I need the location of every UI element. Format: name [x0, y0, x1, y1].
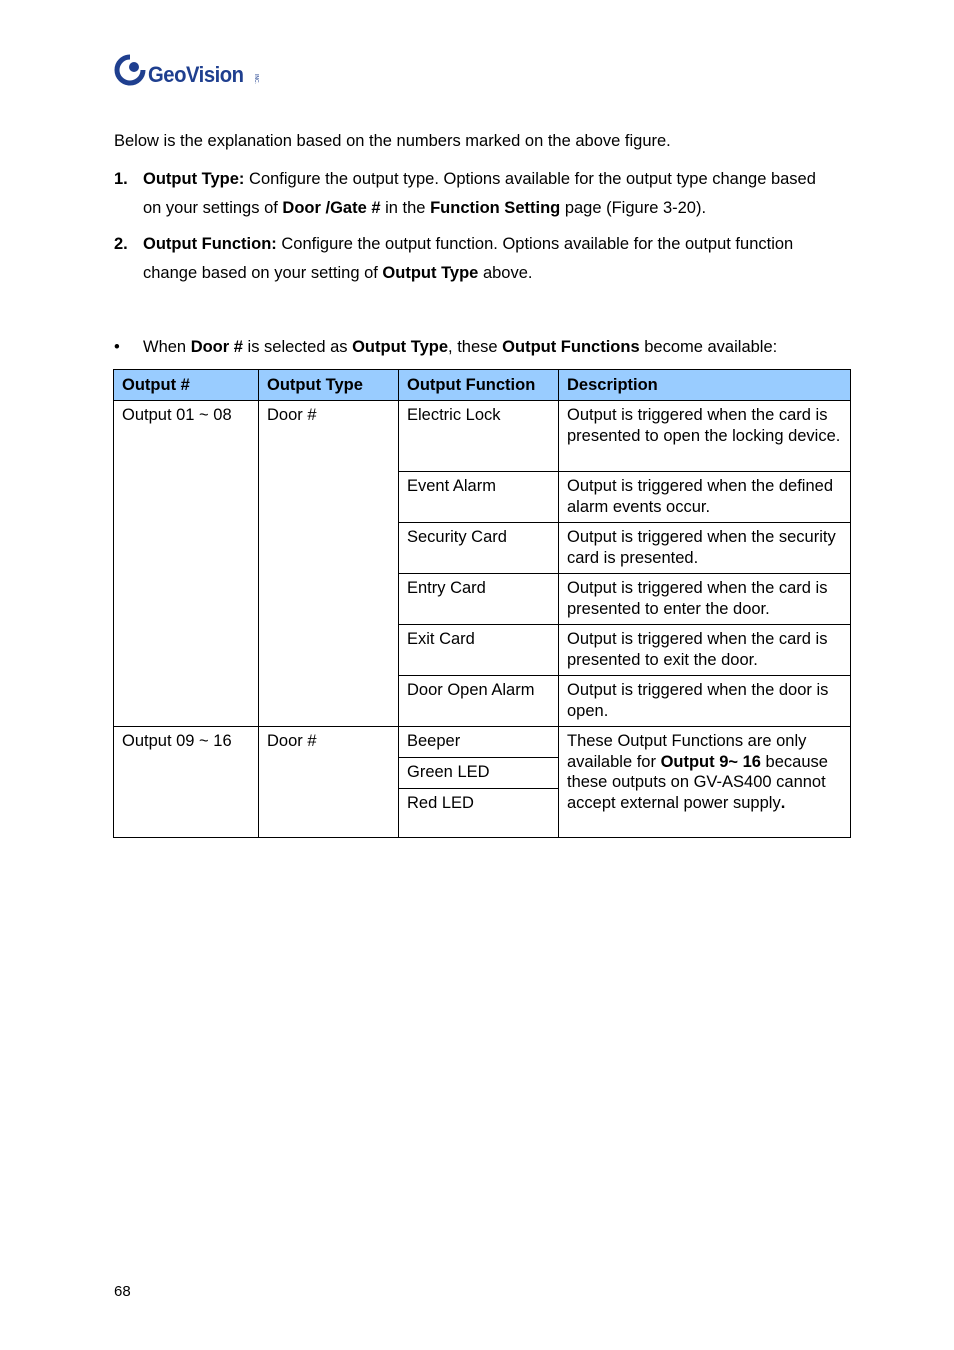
bullet-text-part: become available: — [639, 338, 778, 356]
cell-description: Output is triggered when the security card is presented. — [559, 523, 851, 574]
cell-function: Red LED — [399, 789, 559, 838]
list-item-body — [143, 230, 834, 288]
bullet-text — [143, 338, 777, 356]
cell-output-type: Door # — [259, 401, 399, 727]
bullet-bold: Output Functions — [502, 338, 640, 356]
logo-text: GeoVision — [148, 62, 244, 87]
intro-paragraph: Below is the explanation based on the numbers marked on the above figure. — [114, 132, 671, 150]
term-function-setting: Function Setting — [430, 199, 561, 217]
column-header-output-type: Output Type — [259, 370, 399, 401]
bullet-symbol: • — [114, 338, 120, 356]
description-text: because these outputs on GV-AS400 cannot accept external power supply — [567, 752, 828, 812]
geovision-logo — [114, 50, 259, 86]
bullet-text-part: When — [143, 338, 191, 356]
list-item-body — [143, 165, 834, 223]
cell-function: Green LED — [399, 758, 559, 789]
description-bold: Output 9~ 16 — [660, 752, 761, 771]
bullet-item — [114, 333, 777, 362]
item-text: above. — [478, 264, 533, 282]
cell-output: Output 01 ~ 08 — [114, 401, 259, 727]
cell-function: Security Card — [399, 523, 559, 574]
item-text: Configure the output function. Options available for the output function change based on your setting of — [143, 235, 794, 282]
list-item-output-type — [114, 165, 834, 223]
bullet-text-part: , these — [448, 338, 503, 356]
item-text: in the — [380, 199, 431, 217]
geovision-logo-icon — [114, 54, 146, 86]
cell-description: Output is triggered when the card is presented to enter the door. — [559, 574, 851, 625]
bullet-bold: Output Type — [352, 338, 449, 356]
output-functions-table — [113, 369, 851, 838]
column-header-output-function: Output Function — [399, 370, 559, 401]
list-number: 1. — [114, 170, 128, 188]
cell-description: Output is triggered when the card is presented to open the locking device. — [559, 401, 851, 472]
description-text: These Output Functions are only available for — [567, 732, 807, 771]
cell-output-type: Door # — [259, 727, 399, 838]
page-number: 68 — [114, 1283, 131, 1300]
column-header-description: Description — [559, 370, 851, 401]
cell-description: Output is triggered when the defined alarm events occur. — [559, 472, 851, 523]
table-row — [114, 401, 851, 472]
cell-function: Entry Card — [399, 574, 559, 625]
cell-output: Output 09 ~ 16 — [114, 727, 259, 838]
logo-trademark: INC. — [252, 74, 259, 84]
cell-function: Electric Lock — [399, 401, 559, 472]
term-output-type: Output Type: — [143, 170, 245, 188]
item-text: page (Figure 3-20). — [560, 199, 707, 217]
term-output-function: Output Function: — [143, 235, 277, 253]
item-text: Configure the output type. Options available for the output type change based on your settings of — [143, 170, 816, 217]
list-number: 2. — [114, 235, 128, 253]
cell-description: Output is triggered when the door is open. — [559, 676, 851, 727]
bullet-text-part: is selected as — [242, 338, 353, 356]
cell-function: Beeper — [399, 727, 559, 758]
list-item-output-function — [114, 230, 834, 288]
cell-function: Door Open Alarm — [399, 676, 559, 727]
cell-description: Output is triggered when the card is presented to exit the door. — [559, 625, 851, 676]
cell-function: Exit Card — [399, 625, 559, 676]
term-door-gate: Door /Gate # — [282, 199, 381, 217]
term-output-type: Output Type — [382, 264, 479, 282]
bullet-bold: Door # — [190, 338, 243, 356]
column-header-output: Output # — [114, 370, 259, 401]
table-header-row — [114, 370, 851, 401]
cell-description — [559, 727, 851, 838]
table-row — [114, 727, 851, 758]
description-period: . — [780, 793, 786, 812]
cell-function: Event Alarm — [399, 472, 559, 523]
